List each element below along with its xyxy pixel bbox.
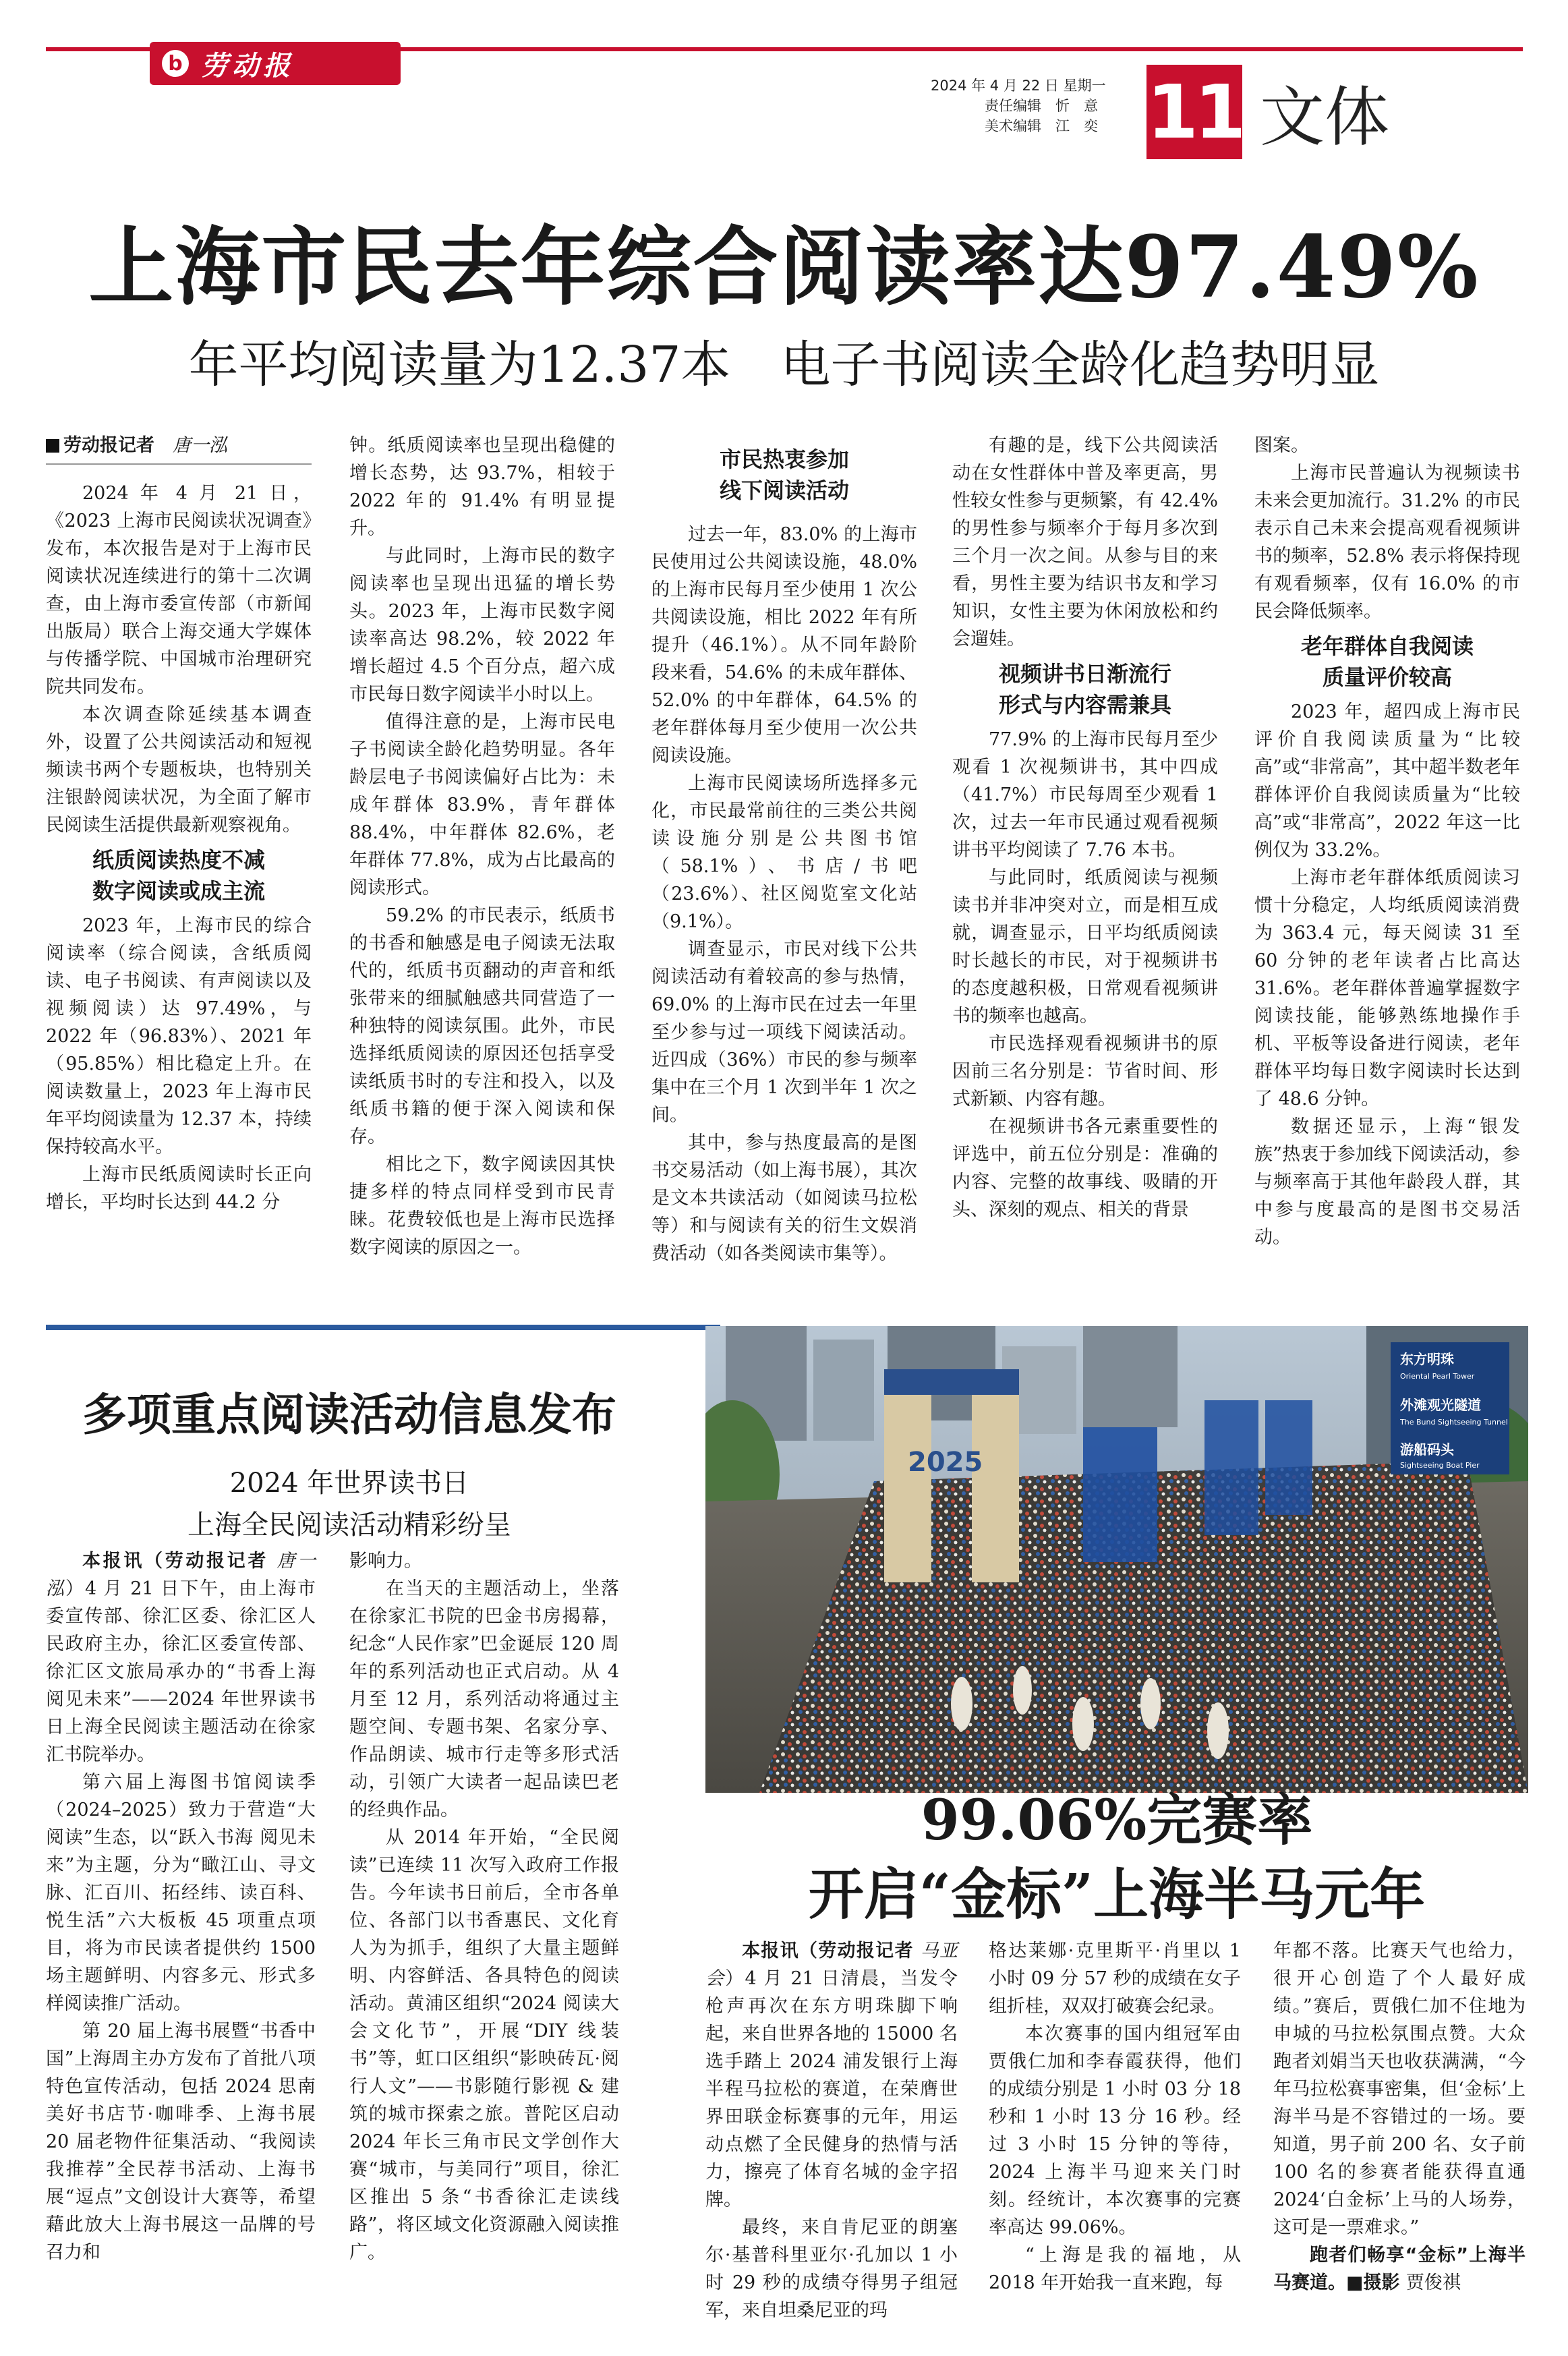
marathon-headline-line-2: 开启“金标”上海半马元年 [808,1862,1426,1927]
section-name: 文体 [1260,79,1389,155]
marathon-headline-line-1: 99.06%完赛率 [921,1788,1313,1853]
sign-line-3: 外滩观光隧道 [1400,1397,1481,1413]
lead-article-col-3 [651,438,917,1267]
subhead-elderly-readers: 老年群体自我阅读 质量评价较高 [1300,633,1474,690]
paragraph: 2023 年，超四成上海市民评价自我阅读质量为“比较高”或“非常高”，其中超半数老年群体评价自我阅读质量为“比较高”或“非常高”，2022 年这一比例仅为 33.2%。 [1254,701,1520,861]
photo-label: ■摄影 [1346,2272,1400,2293]
paragraph: 值得注意的是，上海市民电子书阅读全龄化趋势明显。各年龄层电子书阅读偏好占比为：未成年群体 83.9%，青年群体 88.4%，中年群体 82.6%，老年群体 77.8%，成为占比最高的阅读形式。 [349,712,615,898]
start-gate-left [884,1380,931,1582]
lead-article-col-1 [46,432,312,1216]
paragraph: 过去一年，83.0% 的上海市民使用过公共阅读设施，48.0% 的上海市民每月至少使用 1 次公共阅读设施，相比 2022 年有所提升（46.1%）。从不同年龄阶段来看，54.6% 的未成年群体、52.0% 的中年群体，64.5% 的老年群体每月至少使用一次公共阅读设施。 [651,524,917,766]
lead-article-col-4 [952,432,1218,1224]
paragraph: 本次赛事的国内组冠军由贾俄仁加和李春霞获得，他们的成绩分别是 1 小时 03 分 18 秒和 1 小时 13 分 16 秒。经过 3 小时 15 分钟的等待，2024 上海半马迎来关门时刻。经统计，本次赛事的完赛率高达 99.06%。 [989,2023,1241,2238]
paragraph: 第 20 届上海书展暨“书香中国”上海周主办方发布了首批八项特色宣传活动，包括 2024 思南美好书店节·咖啡季、上海书展 20 届老物件征集活动、“我阅读我推荐”全民荐书活动、上海书展“逗点”文创设计大赛等，希望藉此放大上海书展这一品牌的号召力和 [46,2021,316,2263]
paragraph: 钟。纸质阅读率也呈现出稳健的增长态势，达 93.7%，相较于 2022 年的 91.4% 有明显提升。 [349,435,615,539]
logo-text: 劳动报 [201,49,294,82]
issue-date: 2024 年 4 月 22 日 星期一 [931,78,1106,94]
paragraph: 在当天的主题活动上，坐落在徐家汇书院的巴金书房揭幕，纪念“人民作家”巴金诞辰 120 周年的系列活动也正式启动。从 4 月至 12 月，系列活动将通过主题空间、专题书架、名家分享、作品朗读、城市行走等多形式活动，引领广大读者一起品读巴老的经典作品。 [349,1578,619,1820]
paragraph: 77.9% 的上海市民每月至少观看 1 次视频讲书，其中四成（41.7%）市民每周至少观看 1 次，过去一年市民通过观看视频讲书平均阅读了 7.76 本书。 [952,729,1218,861]
paragraph: 本次调查除延续基本调查外，设置了公共阅读活动和短视频读书两个专题板块，也特别关注银龄阅读状况，为全面了解市民阅读生活提供最新观察视角。 [46,704,312,836]
paragraph: 图案。 [1254,435,1309,456]
byline [46,432,312,465]
responsible-editor: 责任编辑 忻 意 [985,98,1098,114]
sign-line-4: The Bund Sightseeing Tunnel [1400,1418,1508,1427]
paragraph: 最终，来自肯尼亚的朗塞尔·基普科里亚尔·孔加以 1 小时 29 秒的成绩夺得男子组冠军，来自坦桑尼亚的玛 [705,2217,958,2321]
marathon-col-3 [1273,1937,1526,2297]
start-gate-right [972,1380,1019,1582]
main-headline: 上海市民去年综合阅读率达97.49% [88,217,1480,317]
marathon-col-2 [989,1937,1241,2297]
lead-article-col-5 [1254,432,1520,1251]
photo-caption [1273,2241,1526,2297]
paragraph: 上海市民纸质阅读时长正向增长，平均时长达到 44.2 分 [46,1164,312,1213]
newspaper-logo [150,42,401,85]
byline-square-icon [46,439,59,453]
paragraph: 数据还显示，上海“银发族”热衷于参加线下阅读活动，参与频率高于其他年龄段人群，其中参与度最高的是图书交易活动。 [1254,1116,1520,1248]
paragraph: 2024 年 4 月 21 日，《2023 上海市民阅读状况调查》发布，本次报告是对于上海市民阅读状况连续进行的第十二次调查，由上海市委宣传部（市新闻出版局）联合上海交通大学媒体与传播学院、中国城市治理研究院共同发布。 [46,483,312,697]
art-editor: 美术编辑 江 奕 [985,118,1098,134]
subhead-video-books: 视频讲书日渐流行 形式与内容需兼具 [998,661,1171,718]
paragraph: 有趣的是，线下公共阅读活动在女性群体中普及率更高，男性较女性参与更频繁，有 42.4% 的男性参与频率介于每月多次到三个月一次之间。从参与目的来看，男性主要为结识书友和学习知识，女性主要为休闲放松和约会遛娃。 [952,435,1218,650]
photographer: 贾俊祺 [1405,2272,1461,2293]
sign-line-6: Sightseeing Boat Pier [1400,1461,1480,1470]
section-divider [46,1325,720,1330]
paragraph: 影响力。 [349,1551,422,1572]
paragraph: 从 2014 年开始，“全民阅读”已连续 11 次写入政府工作报告。今年读书日前后，全市各单位、各部门以书香惠民、文化育人为为抓手，组织了大量主题鲜明、内容鲜活、各具特色的阅读活动。黄浦区组织“2024 阅读大会文化节”，开展“DIY 线装书”等，虹口区组织“影映砖瓦·阅行人文”——书影随行影视 & 建筑的城市探索之旅。普陀区启动 2024 年长三角市民文学创作大赛“城市，与美同行”项目，徐汇区推出 5 条“书香徐汇走读线路”，将区域文化资源融入阅读推广。 [349,1827,619,2263]
paragraph: 相比之下，数字阅读因其快捷多样的特点同样受到市民青睐。花费较低也是上海市民选择数字阅读的原因之一。 [349,1154,615,1258]
reading-activities-subtitle [46,1462,653,1546]
reading-activities-col-2 [349,1547,619,2266]
paragraph: 在视频讲书各元素重要性的评选中，前五位分别是：准确的内容、完整的故事线、吸睛的开头、深刻的观点、相关的背景 [952,1116,1218,1220]
subhead-paper-reading: 纸质阅读热度不减 数字阅读或成主流 [92,847,265,904]
paragraph [705,1937,958,2214]
reading-activities-title: 多项重点阅读活动信息发布 [82,1388,616,1441]
paragraph: 市民选择观看视频讲书的原因前三名分别是：节省时间、形式新颖、内容有趣。 [952,1033,1218,1110]
marathon-photo [705,1326,1528,1793]
paragraph: 59.2% 的市民表示，纸质书的书香和触感是电子阅读无法取代的，纸质书页翻动的声音和纸张带来的细腻触感共同营造了一种独特的阅读氛围。此外，市民选择纸质阅读的原因还包括享受读纸质书时的专注和投入，以及纸质书籍的便于深入阅读和保存。 [349,905,615,1147]
paragraph: 与此同时，纸质阅读与视频读书并非冲突对立，而是相互成就，调查显示，日平均纸质阅读时长越长的市民，对于视频讲书的态度越积极，日常观看视频讲书的频率也越高。 [952,867,1218,1027]
paragraph: 上海市民普遍认为视频读书未来会更加流行。31.2% 的市民表示自己未来会提高观看视频讲书的频率，52.8% 表示将保持现有观看频率，仅有 16.0% 的市民会降低频率。 [1254,463,1520,622]
sign-line-1: 东方明珠 [1400,1351,1454,1367]
issue-meta [931,76,1133,136]
lead-credit: 本报讯（劳动报记者 [82,1551,269,1572]
logo-mark-icon: b [162,50,189,77]
marathon-col-1 [705,1937,958,2324]
subtitle-line-2: 上海全民阅读活动精彩纷呈 [187,1510,511,1541]
sign-line-2: Oriental Pearl Tower [1400,1372,1475,1381]
paragraph: 其中，参与热度最高的是图书交易活动（如上海书展），其次是文本共读活动（如阅读马拉松等）和与阅读有关的衍生文娱消费活动（如各类阅读市集等）。 [651,1132,917,1264]
sign-line-5: 游船码头 [1400,1441,1454,1458]
paragraph: 上海市老年群体纸质阅读习惯十分稳定，人均纸质阅读消费为 363.4 元，每天阅读 31 至 60 分钟的老年读者占比高达 31.6%。老年群体普遍掌握数字阅读技能，能够熟练地操作手机、平板等设备进行阅读，老年群体平均每日数字阅读时长达到了 48.6 分钟。 [1254,867,1520,1110]
paragraph: 第六届上海图书馆阅读季（2024–2025）致力于营造“大阅读”生态，以“跃入书海 阅见未来”为主题，分为“瞰江山、寻文脉、汇百川、拓经纬、读百科、悦生活”六大板板 45 项重点项目，将为市民读者提供约 1500 场主题鲜明、内容多元、形式多样阅读推广活动。 [46,1772,316,2014]
main-subheadline: 年平均阅读量为12.37本 电子书阅读全龄化趋势明显 [188,336,1380,394]
paragraph: “上海是我的福地，从 2018 年开始我一直来跑，每 [989,2245,1241,2293]
paragraph: 年都不落。比赛天气也给力，很开心创造了个人最好成绩。”赛后，贾俄仁加不住地为申城的马拉松氛围点赞。大众跑者刘娟当天也收获满满，“今年马拉松赛事密集，但‘金标’上海半马是不容错过的一场。要知道，男子前 200 名、女子前 100 名的参赛者能获得直通 2024‘白金标’上马的人场券，这可是一票难求。” [1273,1941,1526,2238]
gate-banner-text: 2025 [908,1447,983,1478]
subtitle-line-1: 2024 年世界读书日 [229,1468,469,1499]
page-number: 11 [1146,65,1242,159]
paragraph: 与此同时，上海市民的数字阅读率也呈现出迅猛的增长势头。2023 年，上海市民数字阅读率高达 98.2%，较 2022 年增长超过 4.5 个百分点，超六成市民每日数字阅读半小时以上。 [349,546,615,705]
paragraph: 2023 年，上海市民的综合阅读率（综合阅读，含纸质阅读、电子书阅读、有声阅读以及视频阅读）达 97.49%，与 2022 年（96.83%）、2021 年（95.85%）相比稳定上升。在阅读数量上，2023 年上海市民年平均阅读量为 12.37 本，持续保持较高水平。 [46,915,312,1157]
subhead-offline-activities: 市民热衷参加 线下阅读活动 [719,447,849,503]
paragraph: 上海市民阅读场所选择多元化，市民最常前往的三类公共阅读设施分别是公共图书馆（58.1%）、书店/书吧（23.6%）、社区阅览室文化站（9.1%）。 [651,773,917,932]
paragraph: 格达莱娜·克里斯平·肖里以 1 小时 09 分 57 秒的成绩在女子组折桂，双双打破赛会纪录。 [989,1941,1241,2017]
marathon-headline [705,1783,1528,1932]
paragraph: 调查显示，市民对线下公共阅读活动有着较高的参与热情，69.0% 的上海市民在过去一年里至少参与过一项线下阅读活动。近四成（36%）市民的参与频率集中在三个月 1 次到半年 1 次之间。 [651,939,917,1126]
lead-credit: 本报讯（劳动报记者 [742,1941,914,1961]
lead-text: ）4 月 21 日下午，由上海市委宣传部、徐汇区委、徐汇区人民政府主办，徐汇区委宣传部、徐汇区文旅局承办的“书香上海 阅见未来”——2024 年世界读书日上海全民阅读主题活动在徐家汇书院举办。 [46,1578,316,1765]
paragraph [46,1547,316,1769]
caption-text: 跑者们畅享“金标”上海半马赛道。 [1273,2245,1526,2293]
byline-label: 劳动报记者 [63,435,154,456]
reporter-name: 马亚会 [705,1941,958,1989]
lead-text: ）4 月 21 日清晨，当发令枪声再次在东方明珠脚下响起，来自世界各地的 15000 名选手踏上 2024 浦发银行上海半程马拉松的赛道，在荣膺世界田联金标赛事的元年，用运动点燃了全民健身的热情与活力，擦亮了体育名城的金字招牌。 [705,1968,958,2210]
reporter-name: 唐一泓 [46,1551,316,1599]
byline-name: 唐一泓 [173,435,227,456]
marathon-photo-illustration [705,1326,1528,1793]
reading-activities-col-1 [46,1547,316,2266]
lead-article-col-2 [349,432,615,1261]
